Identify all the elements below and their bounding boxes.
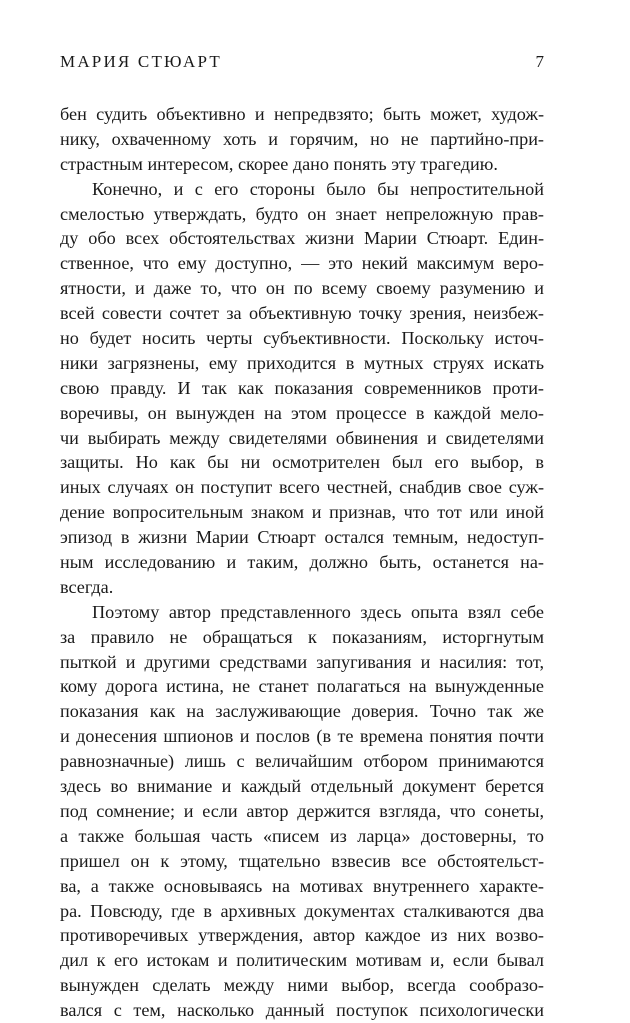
text-line: ду обо всех обстоятельствах жизни Марии Стюарт. Един- (60, 228, 544, 249)
running-header (60, 52, 544, 76)
text-line: воречивы, он вынужден на этом процессе в каждой мело- (60, 402, 544, 423)
paragraph-first-line: Конечно, и с его стороны было бы непростительной (92, 178, 544, 199)
text-line: ва, а также основываясь на мотивах внутреннего характе- (60, 875, 544, 896)
text-line: но будет носить черты субъективности. Поскольку источ- (60, 328, 544, 349)
text-line: защиты. Но как бы ни осмотрителен был его выбор, в (60, 452, 544, 473)
text-line: чи выбирать между свидетелями обвинения и свидетелями (60, 427, 544, 448)
text-line: вался с тем, насколько данный поступок психологически (60, 1000, 544, 1021)
text-line: кому дорога истина, не станет полагаться на вынужденные (60, 676, 544, 697)
text-line: противоречивых утверждения, автор каждое из них возво- (60, 925, 544, 946)
text-line: ники загрязнены, ему приходится в мутных струях искать (60, 352, 544, 373)
text-line: свою правду. И так как показания современников проти- (60, 377, 544, 398)
text-line: ным исследованию и таким, должно быть, останется на- (60, 552, 544, 573)
text-line: дил к его истокам и политическим мотивам и, если бывал (60, 950, 544, 971)
text-line: эпизод в жизни Марии Стюарт остался темным, недоступ- (60, 527, 544, 548)
text-line: и донесения шпионов и послов (в те времена понятия почти (60, 726, 544, 747)
text-line: ра. Повсюду, где в архивных документах сталкиваются два (60, 900, 544, 921)
text-line: пришел он к этому, тщательно взвесив все обстоятельст- (60, 850, 544, 871)
text-line: ятности, и даже то, что он по всему своему разумению и (60, 278, 544, 299)
text-line: нику, охваченному хоть и горячим, но не партийно-при- (60, 128, 544, 149)
text-line: ственное, что ему доступно, — это некий максимум веро- (60, 253, 544, 274)
text-line: бен судить объективно и непредвзято; быть может, худож- (60, 104, 544, 124)
text-line: здесь во внимание и каждый отдельный документ берется (60, 776, 544, 797)
body-text (60, 102, 544, 1023)
page-number: 7 (535, 52, 544, 71)
text-line: вынужден сделать между ними выбор, всегда сообразо- (60, 975, 544, 996)
text-line: равнозначные) лишь с величайшим отбором принимаются (60, 751, 544, 772)
text-line: показания как на заслуживающие доверия. Точно так же (60, 701, 544, 722)
text-line: пыткой и другими средствами запугивания и насилия: тот, (60, 651, 544, 672)
text-line: за правило не обращаться к показаниям, исторгнутым (60, 626, 544, 647)
running-title: МАРИЯ СТЮАРТ (60, 52, 222, 71)
text-line: дение вопросительным знаком и признав, что тот или иной (60, 502, 544, 523)
text-line: всей совести сочтет за объективную точку зрения, неизбеж- (60, 303, 544, 324)
text-line: смелостью утверждать, будто он знает непреложную прав- (60, 203, 544, 224)
paragraph-first-line: Поэтому автор представленного здесь опыта взял себе (92, 601, 544, 622)
text-line: под сомнение; и если автор держится взгляда, что сонеты, (60, 800, 544, 821)
text-line: иных случаях он поступит всего честней, снабдив свое суж- (60, 477, 544, 498)
text-line: страстным интересом, скорее дано понять эту трагедию. (60, 153, 498, 174)
text-line: а также большая часть «писем из ларца» достоверны, то (60, 825, 544, 846)
text-line: всегда. (60, 576, 114, 597)
